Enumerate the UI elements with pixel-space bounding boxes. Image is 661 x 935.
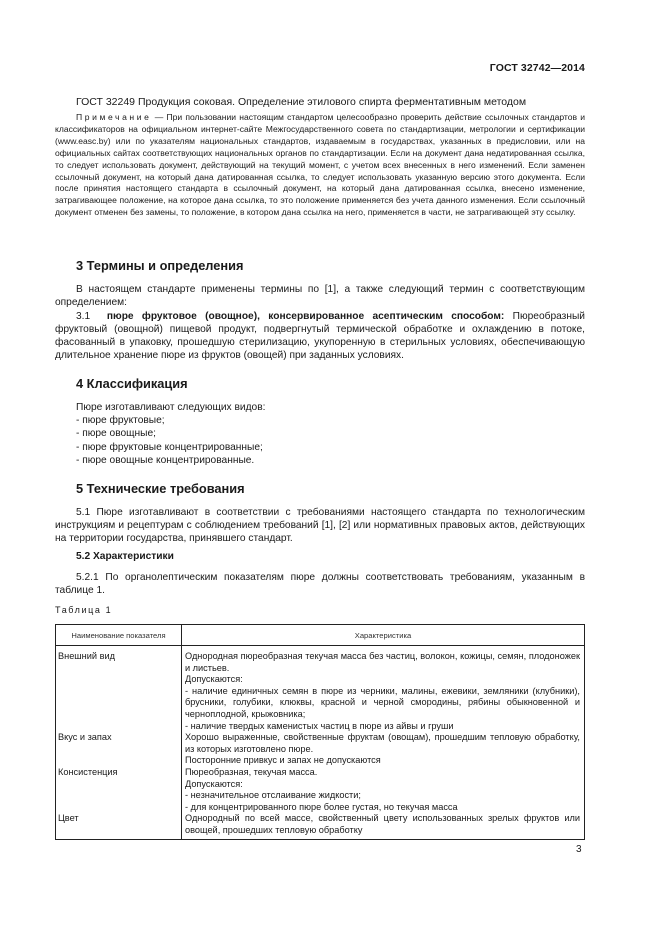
note-label: Примечание [76, 112, 152, 122]
section-5-heading: 5 Технические требования [76, 481, 245, 496]
characteristics-table [55, 624, 585, 840]
indicator-name: Консистенция [58, 766, 118, 777]
characteristic-line: Хорошо выраженные, свойственные фруктам (овощам), прошедшим тепловую обработку, из которых изготовлено пюре. [185, 732, 580, 754]
table-caption: Таблица 1 [55, 605, 113, 615]
characteristic-line: - незначительное отслаивание жидкости; [185, 790, 361, 801]
paragraph-5-1: 5.1 Пюре изготавливают в соответствии с требованиями настоящего стандарта по технологическим инструкциям и рецептурам с соблюдением требований [1], [2] или нормативных правовых актов, действующих на территории государства, принявшего стандарт. [55, 507, 585, 545]
indicator-name: Вкус и запах [58, 732, 112, 743]
section-3-heading: 3 Термины и определения [76, 258, 244, 273]
characteristic-line: - наличие твердых каменистых частиц в пюре из айвы и груши [185, 720, 454, 731]
list-item: - пюре овощные концентрированные. [76, 454, 255, 466]
section-3-intro: В настоящем стандарте применены термины по [1], а также следующий термин с соответствующим определением: [55, 284, 585, 309]
table-header-characteristic: Характеристика [182, 625, 585, 646]
normative-reference: ГОСТ 32249 Продукция соковая. Определение этилового спирта ферментативным методом [76, 96, 527, 108]
table-header-indicator: Наименование показателя [56, 625, 182, 646]
subsection-5-2-heading: 5.2 Характеристики [76, 551, 174, 562]
term-number: 3.1 [76, 311, 91, 322]
list-item: - пюре фруктовые; [76, 415, 165, 427]
note-text: — При пользовании настоящим стандартом целесообразно проверить действие ссылочных стандартов и классификаторов на официальном интернет-сайте Межгосударственного совета по стандартизации, метрологии и сертификации (www.easc.by) или по указателям национальных стандартов, издаваемым в государствах, указанных в предисловии, или на официальных сайтах соответствующих национальных органов по стандартизации. Если на документ дана недатированная ссылка, то следует использовать документ, действующий на текущий момент, с учетом всех внесенных в него изменений. Если заменен ссылочный документ, на который дана датированная ссылка, то следует использовать указанную версию этого документа. Если после принятия настоящего стандарта в ссылочный документ, на который дана датированная ссылка, внесено изменение, затрагивающее положение, на которое дана ссылка, то это положение применяется без учета данного изменения. Если ссылочный документ отменен без замены, то положение, в котором дана ссылка на него, применяется в части, не затрагивающей эту ссылку. [55, 112, 585, 218]
indicator-name: Цвет [58, 813, 79, 824]
classification-list [76, 401, 265, 467]
list-item: - пюре фруктовые концентрированные; [76, 441, 263, 453]
paragraph-5-2-1: 5.2.1 По органолептическим показателям пюре должны соответствовать требованиям, указанным в таблице 1. [55, 572, 585, 597]
list-intro: Пюре изготавливают следующих видов: [76, 402, 266, 413]
table-row [56, 813, 585, 839]
table-row [56, 646, 585, 733]
characteristic-line: - наличие единичных семян в пюре из черники, малины, ежевики, земляники (клубники), брусники, голубики, клюквы, красной и черной смородины, рябины обыкновенной и черноплодной, крыжовника; [185, 685, 580, 719]
characteristic-line: Допускаются: [185, 778, 243, 789]
term-text: Пюреобразный фруктовый (овощной) пищевой продукт, подвергнутый термической обработке и охлаждению в потоке, фасованный в упаковку, прошедшую стерилизацию, укупоренную в стерильных условиях, обеспечивающую длительное хранение пюре из фруктов (овощей) при заданных условиях. [55, 311, 585, 362]
characteristic-line: Посторонние привкус и запах не допускаются [185, 755, 381, 766]
table-row [56, 732, 585, 767]
characteristic-line: Пюреобразная, текучая масса. [185, 766, 318, 777]
list-item: - пюре овощные; [76, 428, 156, 440]
note-paragraph [55, 112, 585, 219]
term-definition [55, 310, 585, 362]
characteristic-line: Допускаются: [185, 674, 243, 685]
standard-header: ГОСТ 32742—2014 [489, 62, 585, 74]
term-name: пюре фруктовое (овощное), консервированное асептическим способом: [106, 311, 505, 322]
section-4-heading: 4 Классификация [76, 376, 188, 391]
characteristic-line: Однородная пюреобразная текучая масса без частиц, волокон, кожицы, семян, плодоножек и листьев. [185, 651, 580, 673]
characteristic-line: - для концентрированного пюре более густая, но текучая масса [185, 801, 458, 812]
indicator-name: Внешний вид [58, 651, 115, 661]
characteristic-line: Однородный по всей массе, свойственный цвету использованных зрелых фруктов или овощей, прошедших тепловую обработку [185, 813, 580, 835]
page-number: 3 [576, 844, 582, 855]
table-row [56, 767, 585, 813]
